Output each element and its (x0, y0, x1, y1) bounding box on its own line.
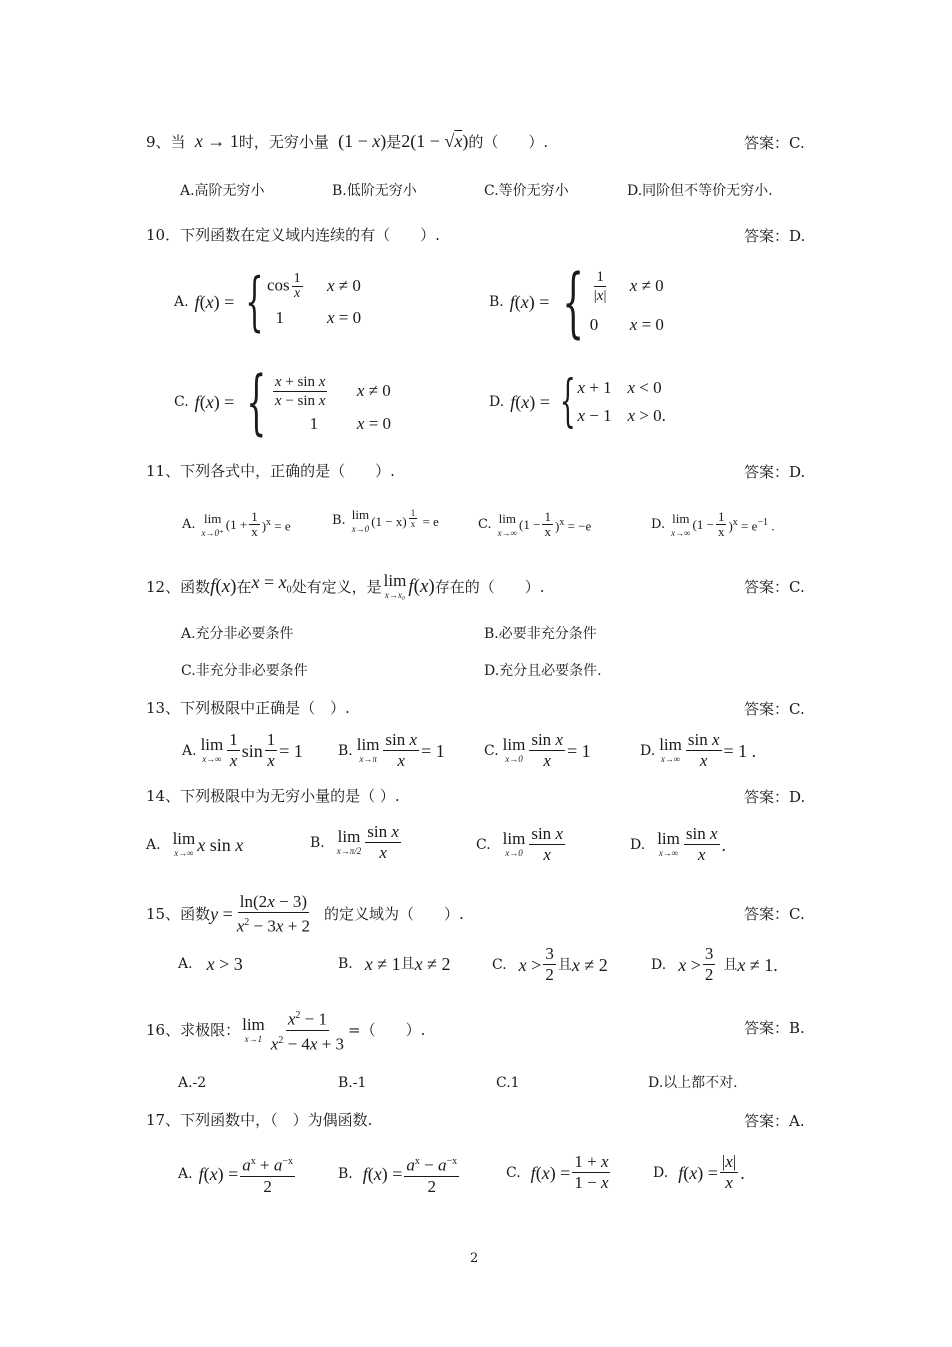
option-b: B. x ≠ 1 且 x ≠ 2 (338, 954, 451, 974)
option-a: A.充分非必要条件 (181, 626, 294, 642)
option-c: C. lim x→∞ (1 − $\frac{1}{x}$ )$^x$ = −e (478, 509, 592, 539)
option-c: C.等价无穷小 (484, 183, 569, 199)
option-a: A. f(x) = { cos $\frac{1}{x}$ x ≠ 0 1 x = 0 (174, 265, 362, 339)
option-a: A. x > 3 (178, 954, 243, 974)
math: x (190, 131, 203, 151)
answer-10: 答案：D. (744, 227, 806, 245)
option-a: A. lim x→0⁺ (1 + $\frac{1}{x}$ )$^x$ = e (182, 509, 291, 539)
option-d: D. f(x) = { x + 1 x < 0 x − 1 x > 0. (489, 369, 666, 434)
option-a: A. lim x→∞ x sin x (146, 829, 244, 858)
option-c: C. f(x) = { $\frac{\text{x + sin x}}{\text{x − sin x}}$ x ≠ 0 1 x = 0 (174, 361, 392, 443)
option-c: C. lim x→0 $\frac{\text{sin x}}{x}$ = 1 (484, 730, 591, 770)
option-a: A.-2 (178, 1075, 207, 1091)
option-c: C. x > $\frac{3}{2}$ 且 x ≠ 2 (492, 944, 608, 984)
option-d: D.同阶但不等价无穷小. (627, 183, 773, 199)
option-d: D. x > $\frac{3}{2}$ 且 x ≠ 1. (651, 944, 778, 984)
option-c: C.非充分非必要条件 (181, 663, 308, 679)
question-14: 14、下列极限中为无穷小量的是（ ）. (146, 787, 400, 805)
option-d: D. lim x→∞ $\frac{\text{sin x}}{x}$ . (630, 824, 726, 864)
answer-9: 答案：C. (744, 134, 805, 152)
question-16: 16、求极限： lim x→1 $\frac{x^2 - 1}{x^2 - 4x + 3}$ =（ ）. (146, 1006, 425, 1054)
option-d: D. f(x) = $\frac{|x|}{x}$ . (653, 1152, 745, 1192)
question-15: 15、函数 y = $\frac{\ln(2x - 3)}{x^2 - 3x + 2}$ 的定义域为（ ）. (146, 892, 464, 936)
option-c: C. lim x→0 $\frac{\text{sin x}}{x}$ (476, 824, 563, 864)
answer-12: 答案：C. (744, 578, 805, 596)
option-b: B.-1 (338, 1075, 367, 1091)
option-b: B.必要非充分条件 (484, 626, 597, 642)
option-b: B. f(x) = $\frac{a^x - a^{-x}}{2}$ (338, 1152, 461, 1197)
answer-14: 答案：D. (744, 788, 806, 806)
answer-16: 答案：B. (744, 1019, 805, 1037)
question-10: 10．下列函数在定义域内连续的有（ ）. (146, 226, 440, 244)
option-b: B. lim x→π $\frac{\text{sin x}}{x}$ = 1 (338, 730, 445, 770)
answer-13: 答案：C. (744, 700, 805, 718)
option-d: D. lim x→∞ (1 − $\frac{1}{x}$ )$^x = e^{-1}$ . (651, 509, 775, 539)
question-9: 9、当 x → 1时，无穷小量 (1 − x)是2(1 − √x)的（ ）. (146, 131, 549, 151)
option-c: C. f(x) = $\frac{1 + x}{1 - x}$ (506, 1152, 609, 1192)
question-12: 12、函数 f(x) 在 $x = x_0$ 处有定义，是 lim x→x₀ f(x) 存在的（ ）. (146, 571, 545, 600)
question-13: 13、下列极限中正确是（ ）. (146, 699, 350, 717)
question-11: 11、下列各式中，正确的是（ ）. (146, 462, 395, 480)
option-c: C.1 (496, 1075, 520, 1091)
option-b: B. lim x→π/2 $\frac{\text{sin x}}{x}$ (310, 822, 399, 862)
option-b: B. f(x) = { $\frac{1}{|x|}$ x ≠ 0 0 x = 0 (489, 257, 664, 346)
option-a: A. f(x) = $\frac{a^x + a^{-x}}{2}$ (178, 1152, 297, 1197)
answer-17: 答案：A. (744, 1112, 805, 1130)
option-b: B. lim x→0 (1 − x) $^{\frac{1}{x}}$ = e (332, 507, 439, 534)
option-b: B.低阶无穷小 (332, 183, 417, 199)
question-17: 17、下列函数中，（ ）为偶函数. (146, 1111, 373, 1129)
option-a: A. lim x→∞ $\frac{1}{x}$ sin $\frac{1}{x}$ = 1 (182, 730, 303, 770)
option-d: D.以上都不对. (648, 1075, 738, 1091)
option-a: A.高阶无穷小 (180, 183, 265, 199)
answer-11: 答案：D. (744, 463, 806, 481)
option-d: D. lim x→∞ $\frac{\text{sin x}}{x}$ = 1 . (640, 730, 757, 770)
answer-15: 答案：C. (744, 905, 805, 923)
page-number: 2 (470, 1251, 479, 1266)
option-d: D.充分且必要条件. (484, 663, 602, 679)
